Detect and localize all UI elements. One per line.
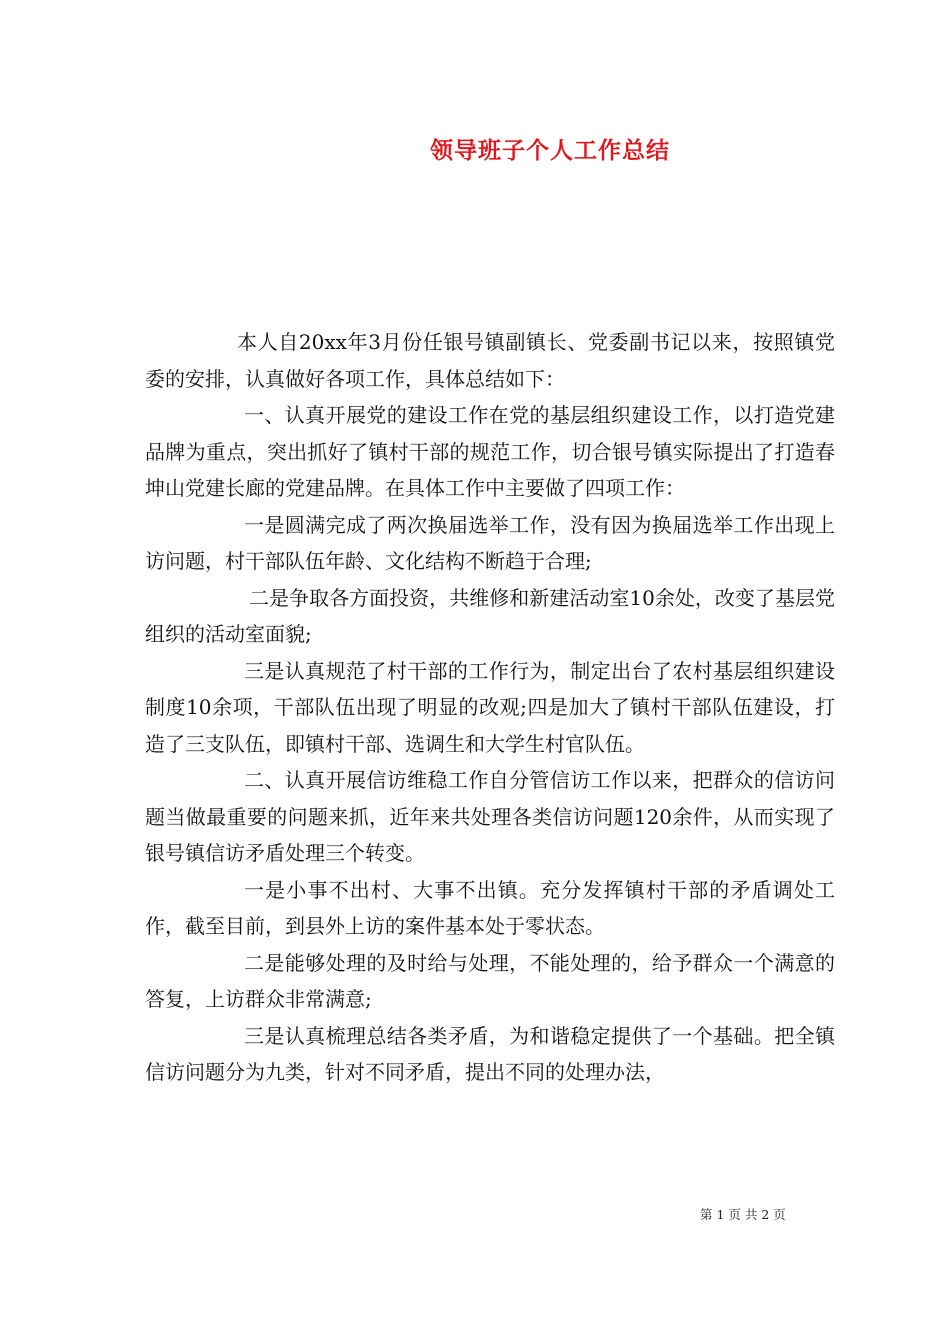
document-body xyxy=(145,324,835,1091)
paragraph-intro: 本人自20xx年3月份任银号镇副镇长、党委副书记以来，按照镇党委的安排，认真做好各项工作，具体总结如下： xyxy=(145,330,835,391)
paragraph-item: 三是认真规范了村干部的工作行为，制定出台了农村基层组织建设制度10余项，干部队伍出现了明显的改观;四是加大了镇村干部队伍建设，打造了三支队伍，即镇村干部、选调生和大学生村官队伍。 xyxy=(145,658,835,756)
paragraph-item: 二是能够处理的及时给与处理，不能处理的，给予群众一个满意的答复，上访群众非常满意; xyxy=(145,950,835,1011)
paragraph-item: 二是争取各方面投资，共维修和新建活动室10余处，改变了基层党组织的活动室面貌; xyxy=(145,585,835,646)
paragraph-section-2: 二、认真开展信访维稳工作自分管信访工作以来，把群众的信访问题当做最重要的问题来抓，近年来共处理各类信访问题120余件，从而实现了银号镇信访矛盾处理三个转变。 xyxy=(145,768,835,865)
page-number-footer: 第 1 页 共 2 页 xyxy=(700,1207,786,1222)
paragraph-item: 一是圆满完成了两次换届选举工作，没有因为换届选举工作出现上访问题，村干部队伍年龄、文化结构不断趋于合理; xyxy=(145,512,835,573)
paragraph-section-1: 一、认真开展党的建设工作在党的基层组织建设工作，以打造党建品牌为重点，突出抓好了镇村干部的规范工作，切合银号镇实际提出了打造春坤山党建长廊的党建品牌。在具体工作中主要做了四项工作： xyxy=(145,403,835,500)
paragraph-item: 三是认真梳理总结各类矛盾，为和谐稳定提供了一个基础。把全镇信访问题分为九类，针对不同矛盾，提出不同的处理办法， xyxy=(145,1023,835,1084)
document-title: 领导班子个人工作总结 xyxy=(430,137,670,164)
paragraph-item: 一是小事不出村、大事不出镇。充分发挥镇村干部的矛盾调处工作，截至目前，到县外上访的案件基本处于零状态。 xyxy=(145,877,835,938)
